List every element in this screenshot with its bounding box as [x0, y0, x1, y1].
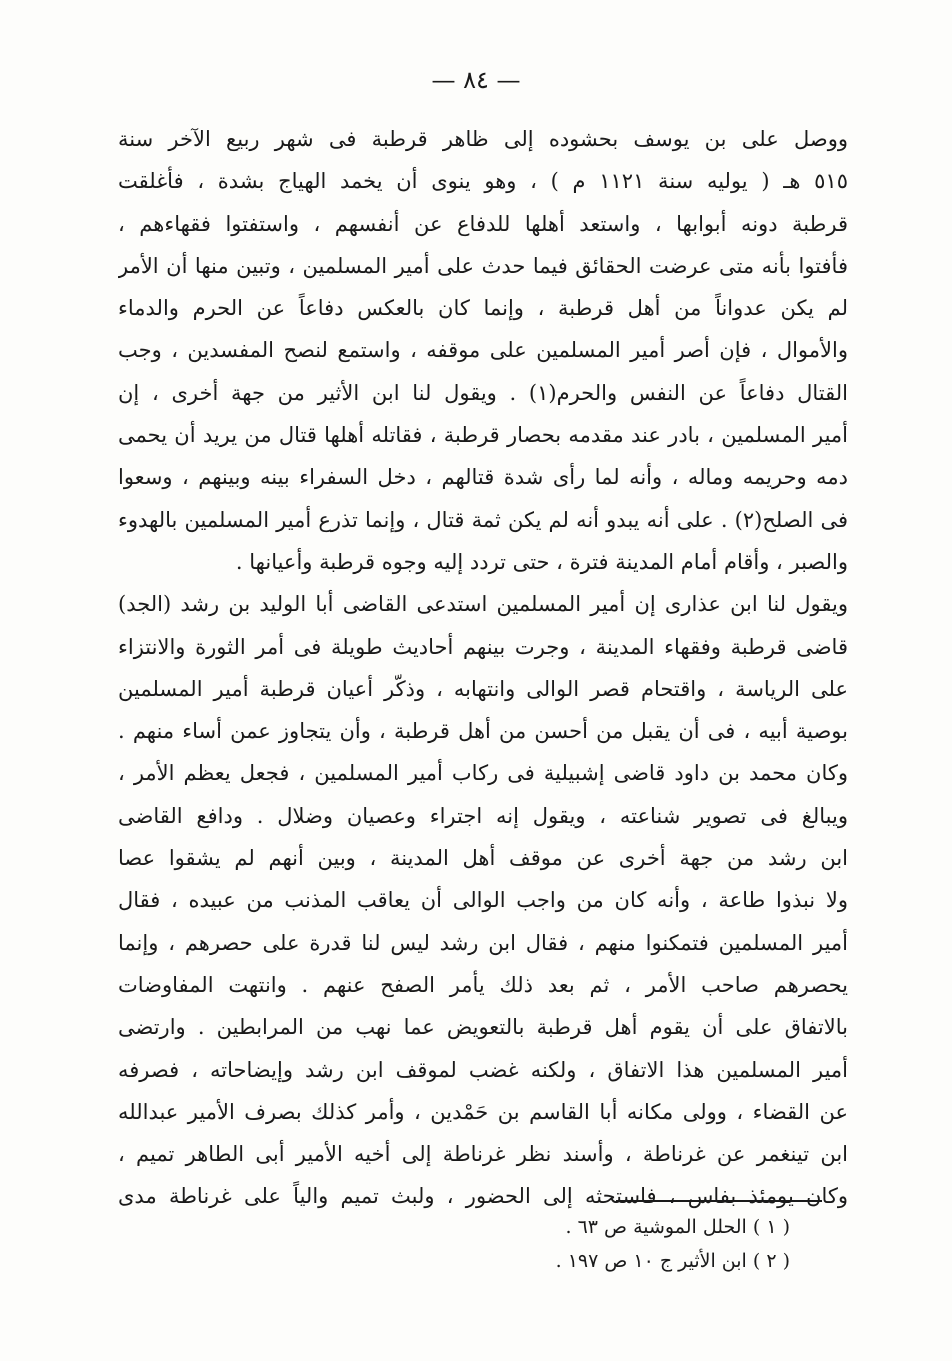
- text-line: على الرياسة ، واقتحام قصر الوالى وانتهابه ، وذكّر أعيان قرطبة أمير المسلمين: [118, 676, 848, 701]
- text-line: فأفتوا بأنه متى عرضت الحقائق فيما حدث على أمير المسلمين ، وتبين منها أن الأمر: [118, 253, 848, 278]
- text-line: قرطبة دونه أبوابها ، واستعد أهلها للدفاع عن أنفسهم ، واستفتوا فقهاءهم ،: [118, 211, 848, 236]
- text-line: عن القضاء ، وولى مكانه أبا القاسم بن حَمْدين ، وأمر كذلك بصرف الأمير عبدالله: [118, 1099, 848, 1124]
- text-line: وكان محمد بن داود قاضى إشبيلية فى ركاب أمير المسلمين ، فجعل يعظم الأمر ،: [118, 761, 848, 786]
- text-line: ووصل على بن يوسف بحشوده إلى ظاهر قرطبة فى شهر ربيع الآخر سنة: [118, 127, 848, 151]
- text-line: دمه وحريمه وماله ، وأنه لما رأى شدة قتالهم ، دخل السفراء بينه وبينهم ، وسعوا: [118, 465, 848, 490]
- page-number: — ٨٤ —: [431, 66, 521, 94]
- text-line: بالاتفاق على أن يقوم أهل قرطبة بالتعويض عما نهب من المرابطين . وارتضى: [118, 1015, 848, 1040]
- text-line: أمير المسلمين هذا الاتفاق ، ولكنه غضب لموقف ابن رشد وإيضاحاته ، فصرفه: [118, 1057, 848, 1082]
- text-line: ويبالغ فى تصوير شناعته ، ويقول إنه اجتراء وعصيان وضلال . ودافع القاضى: [118, 803, 848, 828]
- text-line: بوصية أبيه ، فى أن يقبل من أحسن من أهل قرطبة ، وأن يتجاوز عمن أساء منهم .: [118, 719, 848, 744]
- text-line: ويقول لنا ابن عذارى إن أمير المسلمين استدعى القاضى أبا الوليد بن رشد (الجد): [118, 592, 848, 617]
- footnote-divider: [616, 1200, 822, 1202]
- text-line: ابن رشد من جهة أخرى عن موقف أهل المدينة ، وبين أنهم لم يشقوا عصا: [118, 846, 848, 871]
- footnote-1: ( ١ ) الحلل الموشية ص ٦٣ .: [565, 1216, 790, 1238]
- text-line: ابن تينغمر عن غرناطة ، وأسند نظر غرناطة إلى أخيه الأمير أبى الطاهر تميم ،: [118, 1142, 848, 1167]
- text-line: لم يكن عدواناً من أهل قرطبة ، وإنما كان بالعكس دفاعاً عن الحرم والدماء: [118, 296, 848, 321]
- text-line: والصبر ، وأقام أمام المدينة فترة ، حتى تردد إليه وجوه قرطبة وأعيانها .: [235, 549, 848, 574]
- text-line: فى الصلح(٢) . على أنه يبدو أنه لم يكن ثمة قتال ، وإنما تذرع أمير المسلمين بالهدوء: [118, 507, 848, 532]
- text-line: ٥١٥ هـ ( يوليه سنة ١١٢١ م ) ، وهو ينوى أن يخمد الهياج بشدة ، فأغلقت: [118, 169, 848, 194]
- text-line: القتال دفاعاً عن النفس والحرم(١) . ويقول لنا ابن الأثير من جهة أخرى ، إن: [118, 380, 848, 405]
- text-line: أمير المسلمين فتمكنوا منهم ، فقال ابن رشد ليس لنا قدرة على حصرهم ، وإنما: [118, 930, 848, 955]
- text-line: أمير المسلمين ، بادر عند مقدمه بحصار قرطبة ، فقاتله أهلها قتال من يريد أن يحمى: [118, 423, 848, 448]
- text-line: ولا نبذوا طاعة ، وأنه كان من واجب الوالى أن يعاقب المذنب من عبيده ، فقال: [118, 888, 848, 913]
- footnotes: [300, 1210, 790, 1278]
- text-line: وكان يومئذ بفاس ، فاستحثه إلى الحضور ، ولبث تميم والياً على غرناطة مدى: [118, 1184, 848, 1209]
- footnote-2: ( ٢ ) ابن الأثير ج ١٠ ص ١٩٧ .: [555, 1250, 790, 1272]
- text-line: قاضى قرطبة وفقهاء المدينة ، وجرت بينهم أحاديث طويلة فى أمر الثورة والانتزاء: [118, 634, 848, 659]
- body-text: [118, 118, 848, 1218]
- text-line: والأموال ، فإن أصر أمير المسلمين على موقفه ، واستمع لنصح المفسدين ، وجب: [118, 338, 848, 363]
- text-line: يحصرهم صاحب الأمر ، ثم بعد ذلك يأمر الصفح عنهم . وانتهت المفاوضات: [118, 972, 848, 997]
